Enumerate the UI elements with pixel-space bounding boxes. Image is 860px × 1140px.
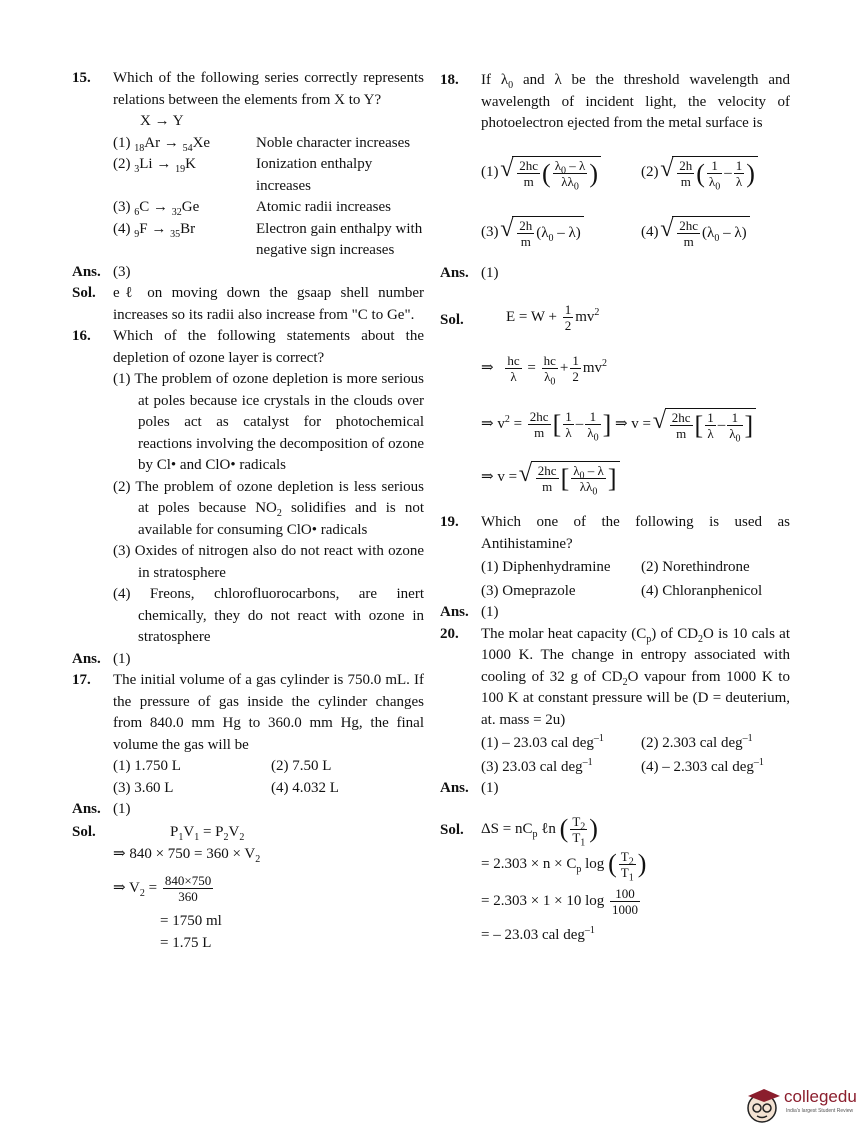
question-number: 19. [440, 514, 459, 530]
option-pair: (4) $_9$F → $_{35}$Br [113, 220, 196, 240]
option-relation: Noble character increases [256, 134, 411, 151]
question-text: Which one of the following is used as Antihistamine? [481, 514, 790, 552]
question-number: 16. [72, 328, 91, 344]
q16-answer: Ans. (1) [72, 650, 131, 667]
option-relation: Electron gain enthalpy with negative sign increases [256, 220, 423, 258]
question-19: 19. Which one of the following is used as Antihistamine? (1) Diphenhydramine (2) Norethindrone (3) Omeprazole (4) Chloranphenicol [440, 514, 790, 599]
question-text: The initial volume of a gas cylinder is 750.0 mL. If the pressure of gas inside the cylinder changes from 840.0 mm Hg to 360.0 mm Hg, the final volume the gas will be [113, 672, 424, 753]
question-15 [72, 68, 424, 111]
question-number: 18. [440, 72, 459, 88]
q19-answer: Ans. (1) [440, 604, 499, 620]
option: (2) The problem of ozone depletion is less serious at poles because $NO_2$ solidifies and is not available for consuming ClO• radicals [113, 478, 424, 538]
logo-tagline: India's largest Student Review [786, 1108, 854, 1114]
q20-answer: Ans. (1) [440, 780, 499, 796]
option-pair: (1) $_{18}$Ar → $_{54}$Xe [113, 134, 211, 154]
collegedu-logo [744, 1084, 860, 1124]
question-text: If $\lambda_0$ and λ be the threshold wavelength and wavelength of incident light, the velocity of photoelectron ejected from the metal surface is [481, 72, 790, 131]
question-number: 15. [72, 70, 91, 86]
question-20: 20. The molar heat capacity $(C_p)$ of $CD_2O$ is 10 cals at 1000 K. The change in entropy associated with cooling of 32 g of $CD_2O$ vapour from 1000 K to 100 K at constant pressure will be (D = deuterium, at. mass = 2u) (1) – 23.03 cal deg$^{-1}$ (2) 2.303 cal deg$^{-1}$ (3) 23.03 cal deg$^{-1}$ (4) – 2.303 cal deg$^{-1}$ [440, 625, 790, 775]
question-number: 17. [72, 672, 91, 688]
q18-answer: Ans. (1) [440, 264, 499, 281]
option: (3) Oxides of nitrogen also do not react with ozone in stratosphere [113, 543, 424, 581]
q18-options-row1: (1) √ $\frac{2hc}{m}$ ( $\frac{\lambda_0 - \lambda}{\lambda\lambda_0}$ ) (2) √ $\frac{2h}{m}$ ( $\frac{1}{\lambda_0}$ – $\frac{1}{\lambda}$ ) [440, 149, 790, 197]
q17-answer: Ans. (1) [72, 801, 131, 817]
right-column [440, 70, 790, 946]
q15-header: X → Y [140, 113, 184, 129]
question-number: 20. [440, 625, 459, 642]
option: (4) Freons, chlorofluorocarbons, are inert chemically, they do not react with ozone in stratosphere [113, 586, 424, 645]
left-column [72, 68, 424, 954]
q18-options-row2: (3) √ $\frac{2h}{m}$ $(\lambda_0 - \lambda)$ (4) √ $\frac{2hc}{m}$ $(\lambda_0 - \lambda)$ [440, 213, 790, 253]
student-mascot-icon [744, 1084, 784, 1124]
question-text: The molar heat capacity $(C_p)$ of $CD_2O$ is 10 cals at 1000 K. The change in entropy associated with cooling of 32 g of $CD_2O$ vapour from 1000 K to 100 K at constant pressure will be (D = deuterium, at. mass = 2u) [481, 625, 790, 728]
option-relation: Ionization enthalpy increases [256, 156, 373, 194]
question-text: Which of the following statements about the depletion of ozone layer is correct? [113, 328, 424, 366]
q17-solution: Sol. $P_1V_1 = P_2V_2$ ⇒ $840 \times 750 = 360 \times V_2$ ⇒ $V_2$ = $\frac{840\times 750}{360}$ = 1750 ml = 1.75 L [72, 823, 261, 951]
question-text: Which of the following series correctly represents relations between the elements from X to Y? [113, 70, 424, 108]
option-relation: Atomic radii increases [256, 199, 391, 215]
q18-solution: Sol. E = W + $\frac{1}{2}$ $mv^2$ ⇒ $\frac{hc}{\lambda}$ = $\frac{hc}{\lambda_0}$ + $\frac{1}{2}$ $mv^2$ ⇒ $v^2$ = $\frac{2hc}{m}$ [ $\frac{1}{\lambda}$ – $\frac{1}{\lambda_0}$ ] ⇒ v = √ $\frac{2hc}{m}$ [ $\frac{1}{\lambda}$ – $\frac{1}{\lambda_0}$ ] ⇒ v = √ $\frac{2hc}{m}$ [ $\frac{\lambda_0 - \lambda}{\lambda\lambda_0}$ ] [440, 302, 790, 494]
question-18 [440, 70, 790, 135]
final-answer: = – 23.03 cal deg$^{-1}$ [481, 924, 595, 943]
q15-solution: Sol. eℓ on moving down the gsaap shell number increases so its radii also increase from "C to Ge". [72, 285, 424, 323]
option-pair: (2) $_3$Li → $_{19}$K [113, 156, 196, 175]
q20-solution: Sol. $\Delta S = nC_p$ ℓn ( $\frac{T_2}{T_1}$ ) = $2.303 \times n \times C_p$ log ( $\frac{T_2}{T_1}$ ) = 2.303 × 1 × 10 log $\frac{100}{1000}$ = – 23.03 cal deg$^{-1}$ [440, 814, 790, 947]
q15-options [72, 133, 424, 262]
option: (1) The problem of ozone depletion is more serious at poles because ice crystals in the clouds over poles act as catalyst for photochemical reactions involving the decomposition of ozone by Cl• and ClO• radicals [113, 371, 424, 473]
q15-answer: Ans. (3) [72, 263, 131, 280]
question-16 [72, 326, 424, 649]
logo-name: collegedu [784, 1087, 857, 1106]
option-pair: (3) $_6$C → $_{32}$Ge [113, 199, 200, 218]
question-17: 17. The initial volume of a gas cylinder is 750.0 mL. If the pressure of gas inside the cylinder changes from 840.0 mm Hg to 360.0 mm Hg, the final volume the gas will be (1) 1.750 L (2) 7.50 L (3) 3.60 L (4) 4.032 L [72, 672, 424, 796]
